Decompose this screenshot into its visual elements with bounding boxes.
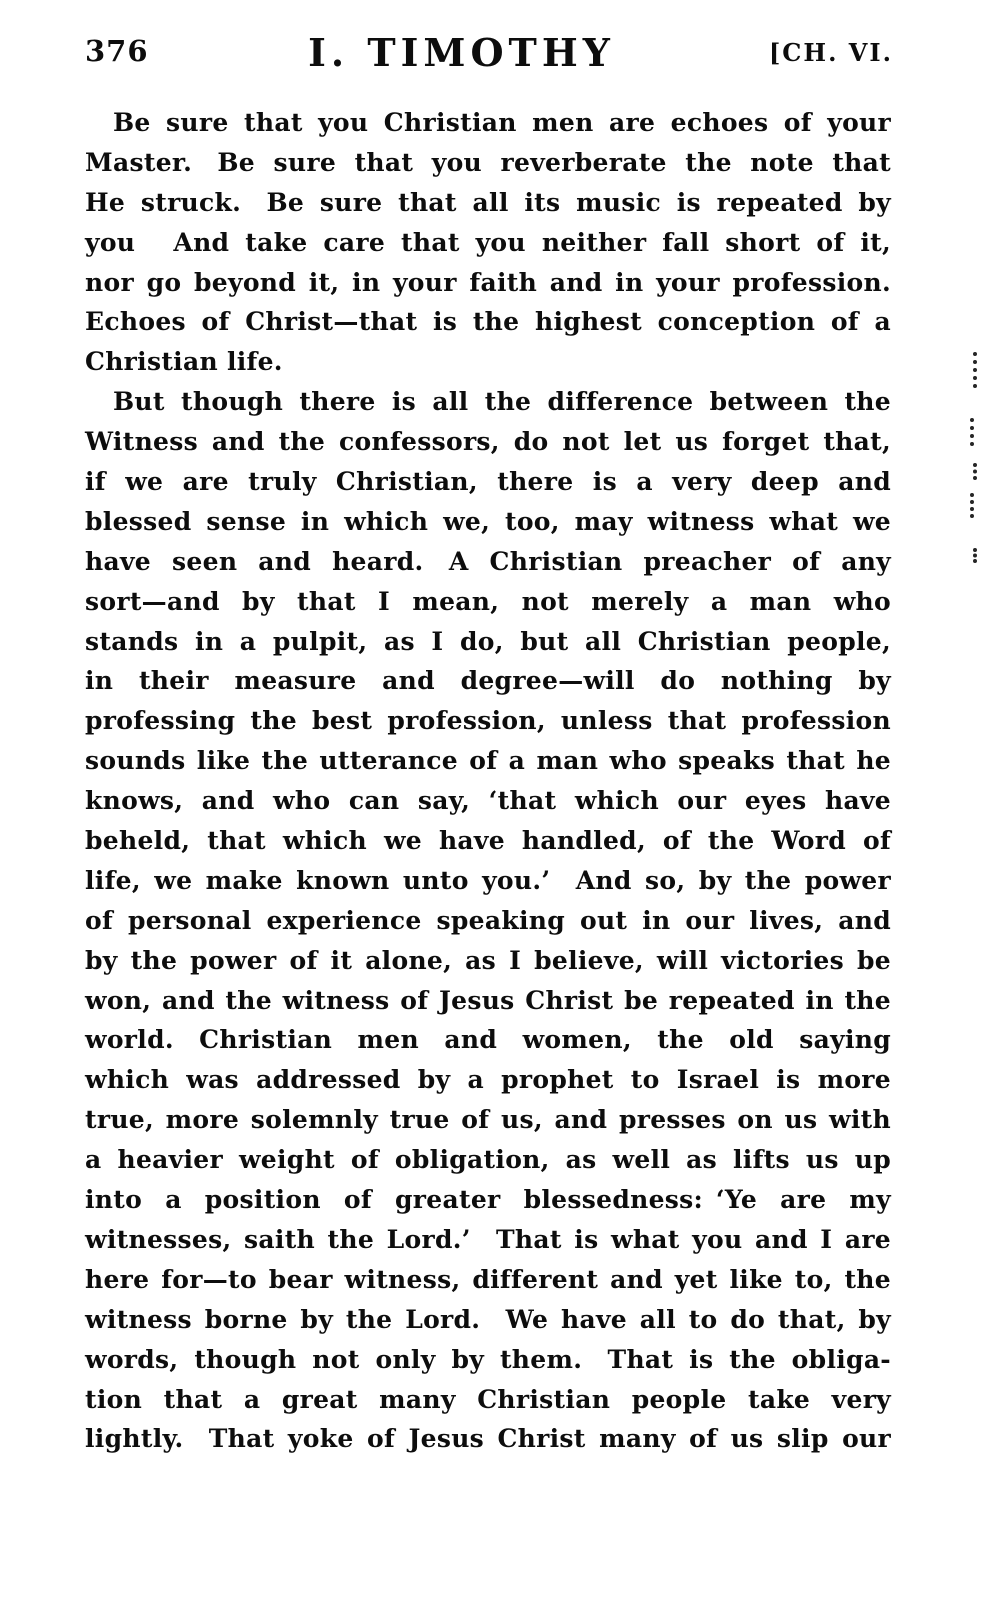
text-line: Master. Be sure that you reverberate the note that — [85, 147, 891, 177]
text-line: life, we make known unto you.’ And so, by the power — [85, 865, 891, 895]
text-line: lightly. That yoke of Jesus Christ many of us slip our — [85, 1424, 891, 1454]
text-line: into a position of greater blessedness: ‘Ye are my — [85, 1185, 891, 1215]
chapter-reference: [CH. VI. — [768, 38, 893, 67]
paragraph — [85, 382, 891, 1459]
text-line: of personal experience speaking out in our lives, and — [85, 905, 891, 935]
text-line: witnesses, saith the Lord.’ That is what you and I are — [85, 1224, 891, 1254]
margin-mark — [970, 418, 974, 446]
text-line: But though there is all the difference between the — [113, 387, 891, 417]
text-line: words, though not only by them. That is the obliga- — [85, 1344, 891, 1374]
text-line: in their measure and degree—will do nothing by — [85, 666, 891, 696]
page-title: I. TIMOTHY — [308, 30, 615, 75]
margin-mark — [970, 493, 974, 518]
text-line: won, and the witness of Jesus Christ be repeated in the — [85, 985, 891, 1015]
page-number: 376 — [85, 34, 149, 68]
text-line: stands in a pulpit, as I do, but all Christian people, — [85, 626, 891, 656]
text-line: nor go beyond it, in your faith and in your profession. — [85, 267, 891, 297]
paragraph — [85, 103, 891, 382]
text-line: which was addressed by a prophet to Israel is more — [85, 1065, 891, 1095]
text-line: true, more solemnly true of us, and presses on us with — [85, 1105, 891, 1135]
text-line: if we are truly Christian, there is a very deep and — [85, 467, 891, 497]
text-line: Christian life. — [85, 347, 283, 377]
text-line: beheld, that which we have handled, of the Word of — [85, 826, 891, 856]
margin-mark — [973, 352, 977, 388]
text-line: witness borne by the Lord. We have all to do that, by — [85, 1304, 891, 1334]
text-line: you And take care that you neither fall short of it, — [85, 227, 891, 257]
text-line: Echoes of Christ—that is the highest conception of a — [85, 307, 891, 337]
text-line: sounds like the utterance of a man who speaks that he — [85, 746, 891, 776]
text-line: here for—to bear witness, different and yet like to, the — [85, 1264, 891, 1294]
text-line: tion that a great many Christian people take very — [85, 1384, 891, 1414]
text-line: world. Christian men and women, the old saying — [85, 1025, 891, 1055]
margin-mark — [973, 548, 977, 563]
text-line: blessed sense in which we, too, may witness what we — [85, 506, 891, 536]
text-line: professing the best profession, unless that profession — [85, 706, 891, 736]
margin-mark — [973, 463, 977, 480]
text-line: He struck. Be sure that all its music is repeated by — [85, 187, 891, 217]
text-line: knows, and who can say, ‘that which our eyes have — [85, 786, 891, 816]
page-body — [85, 103, 891, 1459]
text-line: by the power of it alone, as I believe, will victories be — [85, 945, 891, 975]
text-line: sort—and by that I mean, not merely a man who — [85, 586, 891, 616]
text-line: a heavier weight of obligation, as well as lifts us up — [85, 1145, 891, 1175]
text-line: Witness and the confessors, do not let us forget that, — [85, 427, 891, 457]
running-head — [85, 30, 893, 75]
text-line: Be sure that you Christian men are echoes of your — [113, 108, 891, 137]
text-line: have seen and heard. A Christian preacher of any — [85, 546, 891, 576]
